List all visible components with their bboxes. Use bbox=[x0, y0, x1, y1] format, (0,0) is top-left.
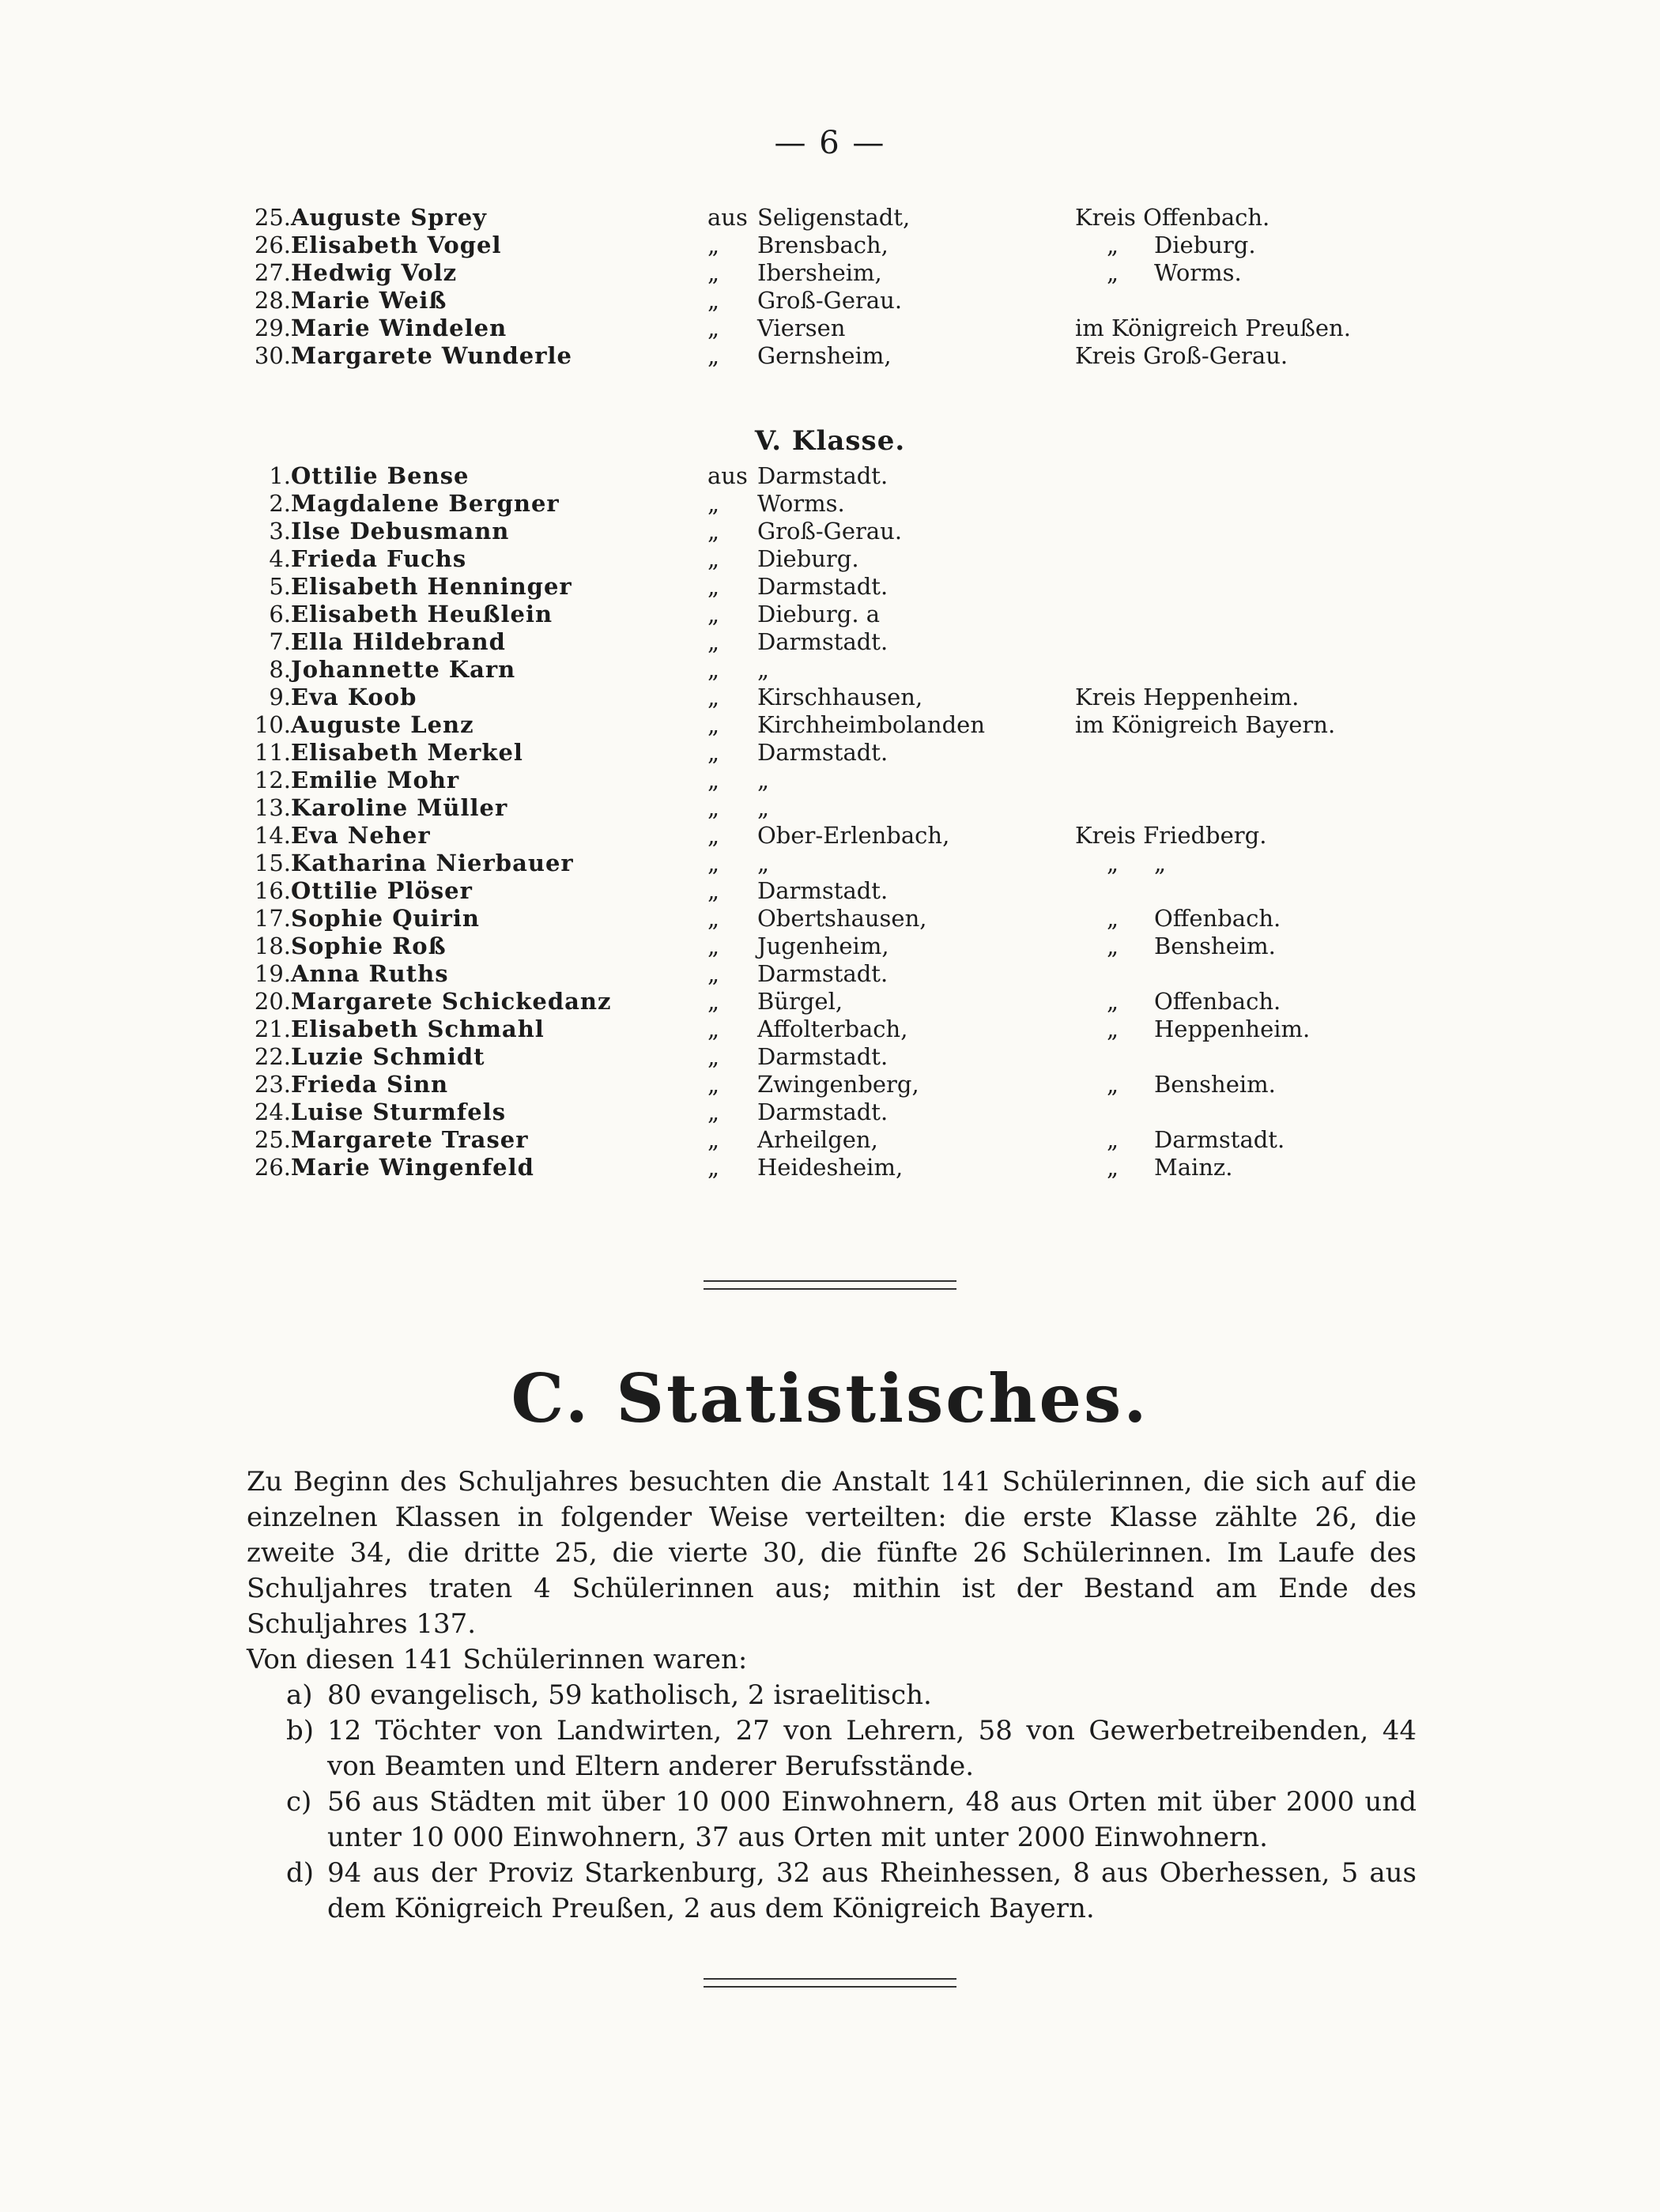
student-row bbox=[0, 822, 1660, 850]
class-v-student-list bbox=[0, 462, 1660, 1181]
origin-prefix: „ bbox=[707, 684, 720, 710]
student-row bbox=[0, 905, 1660, 933]
origin-town: Obertshausen, bbox=[757, 905, 927, 932]
student-row bbox=[0, 960, 1660, 988]
student-name: Ilse Debusmann bbox=[291, 518, 510, 545]
origin-town: Dieburg. a bbox=[757, 601, 881, 627]
student-row bbox=[0, 656, 1660, 684]
student-name: Elisabeth Heußlein bbox=[291, 601, 553, 627]
origin-prefix: „ bbox=[707, 287, 720, 314]
student-row bbox=[0, 1071, 1660, 1098]
origin-town: Worms. bbox=[757, 490, 845, 517]
origin-prefix: „ bbox=[707, 877, 720, 904]
origin-town: „ bbox=[757, 794, 770, 821]
origin-town: Brensbach, bbox=[757, 232, 888, 258]
district: Bensheim. bbox=[1154, 1071, 1276, 1098]
student-number: 7. bbox=[269, 628, 291, 655]
origin-town: Groß-Gerau. bbox=[757, 518, 903, 545]
student-name: Ottilie Plöser bbox=[291, 877, 473, 904]
origin-prefix: aus bbox=[707, 204, 748, 231]
district-ditto: „ bbox=[1107, 1154, 1119, 1181]
student-row bbox=[0, 315, 1660, 342]
student-number: 11. bbox=[254, 739, 291, 766]
origin-town: Darmstadt. bbox=[757, 877, 888, 904]
statistics-item bbox=[247, 1678, 1417, 1713]
student-name: Elisabeth Schmahl bbox=[291, 1016, 545, 1042]
student-number: 23. bbox=[254, 1071, 291, 1098]
student-number: 27. bbox=[254, 259, 291, 286]
origin-prefix: „ bbox=[707, 1098, 720, 1125]
origin-prefix: „ bbox=[707, 1126, 720, 1153]
origin-prefix: „ bbox=[707, 573, 720, 600]
statistics-item-label: b) bbox=[286, 1715, 315, 1747]
student-name: Auguste Lenz bbox=[291, 711, 474, 738]
student-row bbox=[0, 684, 1660, 711]
origin-prefix: „ bbox=[707, 933, 720, 959]
statistics-item-text: 80 evangelisch, 59 katholisch, 2 israelitisch. bbox=[327, 1679, 932, 1711]
origin-town: Seligenstadt, bbox=[757, 204, 911, 231]
student-name: Luzie Schmidt bbox=[291, 1043, 485, 1070]
origin-prefix: „ bbox=[707, 739, 720, 766]
student-number: 25. bbox=[254, 204, 291, 231]
origin-prefix: „ bbox=[707, 259, 720, 286]
student-name: Emilie Mohr bbox=[291, 767, 460, 793]
student-number: 16. bbox=[254, 877, 291, 904]
origin-town: „ bbox=[757, 850, 770, 876]
district: Bensheim. bbox=[1154, 933, 1276, 959]
district: „ bbox=[1154, 850, 1167, 876]
student-number: 12. bbox=[254, 767, 291, 793]
student-name: Frieda Sinn bbox=[291, 1071, 449, 1098]
student-number: 8. bbox=[269, 656, 291, 683]
student-row bbox=[0, 490, 1660, 518]
student-name: Marie Windelen bbox=[291, 315, 507, 341]
statistics-intro: Zu Beginn des Schuljahres besuchten die Anstalt 141 Schülerinnen, die sich auf die einzelnen Klassen in folgender Weise verteilten: die erste Klasse zählte 26, die zweite 34, die dritte 25, die vierte 30, die fünfte 26 Schülerinnen. Im Laufe des Schuljahres traten 4 Schülerinnen aus; mithin ist der Bestand am Ende des Schuljahres 137. bbox=[247, 1466, 1417, 1640]
student-name: Hedwig Volz bbox=[291, 259, 458, 286]
student-row bbox=[0, 877, 1660, 905]
student-row bbox=[0, 1016, 1660, 1043]
origin-prefix: „ bbox=[707, 1016, 720, 1042]
student-number: 19. bbox=[254, 960, 291, 987]
origin-town: Kirchheimbolanden bbox=[757, 711, 986, 738]
district: Worms. bbox=[1154, 259, 1242, 286]
statistics-item-text: 94 aus der Proviz Starkenburg, 32 aus Rheinhessen, 8 aus Oberhessen, 5 aus dem Königreich Preußen, 2 aus dem Königreich Bayern. bbox=[327, 1857, 1417, 1924]
class-v-heading: V. Klasse. bbox=[754, 425, 906, 457]
district: Kreis Heppenheim. bbox=[1075, 684, 1300, 710]
origin-town: Darmstadt. bbox=[757, 1043, 888, 1070]
origin-town: Ibersheim, bbox=[757, 259, 882, 286]
origin-town: Darmstadt. bbox=[757, 573, 888, 600]
student-row bbox=[0, 462, 1660, 490]
statistics-item-text: 12 Töchter von Landwirten, 27 von Lehrern, 58 von Gewerbetreibenden, 44 von Beamten und Eltern anderer Berufsstände. bbox=[327, 1715, 1417, 1782]
student-number: 9. bbox=[269, 684, 291, 710]
student-name: Margarete Schickedanz bbox=[291, 988, 612, 1015]
student-number: 20. bbox=[254, 988, 291, 1015]
statistics-item-label: a) bbox=[286, 1679, 313, 1711]
district: Mainz. bbox=[1154, 1154, 1233, 1181]
student-number: 1. bbox=[269, 462, 291, 489]
student-row bbox=[0, 259, 1660, 287]
origin-prefix: „ bbox=[707, 767, 720, 793]
student-name: Elisabeth Merkel bbox=[291, 739, 523, 766]
student-name: Eva Koob bbox=[291, 684, 417, 710]
section-divider bbox=[704, 1280, 956, 1290]
district-ditto: „ bbox=[1107, 1071, 1119, 1098]
statistics-item bbox=[247, 1856, 1417, 1927]
origin-prefix: „ bbox=[707, 960, 720, 987]
origin-prefix: „ bbox=[707, 905, 720, 932]
statistics-section bbox=[247, 1464, 1417, 1927]
continued-student-list bbox=[0, 204, 1660, 370]
district-ditto: „ bbox=[1107, 933, 1119, 959]
statistics-item-text: 56 aus Städten mit über 10 000 Einwohnern, 48 aus Orten mit über 2000 und unter 10 000 Einwohnern, 37 aus Orten mit unter 2000 Einwohnern. bbox=[327, 1786, 1417, 1853]
student-number: 21. bbox=[254, 1016, 291, 1042]
student-row bbox=[0, 342, 1660, 370]
origin-prefix: „ bbox=[707, 628, 720, 655]
district: Offenbach. bbox=[1154, 905, 1281, 932]
student-row bbox=[0, 988, 1660, 1016]
origin-prefix: „ bbox=[707, 1043, 720, 1070]
student-number: 10. bbox=[254, 711, 291, 738]
origin-town: Darmstadt. bbox=[757, 739, 888, 766]
origin-prefix: „ bbox=[707, 656, 720, 683]
district-ditto: „ bbox=[1107, 1126, 1119, 1153]
student-number: 4. bbox=[269, 545, 291, 572]
origin-town: „ bbox=[757, 656, 770, 683]
student-number: 22. bbox=[254, 1043, 291, 1070]
origin-prefix: „ bbox=[707, 711, 720, 738]
student-number: 29. bbox=[254, 315, 291, 341]
origin-town: Groß-Gerau. bbox=[757, 287, 903, 314]
student-number: 14. bbox=[254, 822, 291, 849]
student-row bbox=[0, 1126, 1660, 1154]
origin-prefix: „ bbox=[707, 794, 720, 821]
origin-town: Kirschhausen, bbox=[757, 684, 923, 710]
origin-prefix: „ bbox=[707, 315, 720, 341]
origin-prefix: „ bbox=[707, 1071, 720, 1098]
origin-prefix: „ bbox=[707, 342, 720, 369]
statistics-lead: Von diesen 141 Schülerinnen waren: bbox=[247, 1644, 748, 1675]
origin-town: Gernsheim, bbox=[757, 342, 892, 369]
student-name: Ottilie Bense bbox=[291, 462, 470, 489]
district: Offenbach. bbox=[1154, 988, 1281, 1015]
student-row bbox=[0, 711, 1660, 739]
student-name: Luise Sturmfels bbox=[291, 1098, 507, 1125]
origin-prefix: „ bbox=[707, 545, 720, 572]
origin-town: Viersen bbox=[757, 315, 846, 341]
student-row bbox=[0, 794, 1660, 822]
district-ditto: „ bbox=[1107, 1016, 1119, 1042]
student-row bbox=[0, 1098, 1660, 1126]
origin-prefix: „ bbox=[707, 822, 720, 849]
student-number: 24. bbox=[254, 1098, 291, 1125]
student-row bbox=[0, 628, 1660, 656]
student-number: 28. bbox=[254, 287, 291, 314]
origin-prefix: „ bbox=[707, 988, 720, 1015]
student-number: 5. bbox=[269, 573, 291, 600]
statistics-item bbox=[247, 1713, 1417, 1784]
student-row bbox=[0, 1043, 1660, 1071]
student-number: 26. bbox=[254, 232, 291, 258]
student-name: Elisabeth Vogel bbox=[291, 232, 502, 258]
origin-town: Affolterbach, bbox=[757, 1016, 908, 1042]
district: im Königreich Preußen. bbox=[1075, 315, 1351, 341]
student-number: 25. bbox=[254, 1126, 291, 1153]
origin-prefix: „ bbox=[707, 601, 720, 627]
origin-prefix: „ bbox=[707, 1154, 720, 1181]
student-name: Margarete Traser bbox=[291, 1126, 529, 1153]
student-name: Margarete Wunderle bbox=[291, 342, 572, 369]
student-row bbox=[0, 232, 1660, 259]
district: Kreis Groß-Gerau. bbox=[1075, 342, 1288, 369]
student-name: Karoline Müller bbox=[291, 794, 508, 821]
origin-prefix: aus bbox=[707, 462, 748, 489]
origin-prefix: „ bbox=[707, 850, 720, 876]
student-row bbox=[0, 573, 1660, 601]
district: Kreis Friedberg. bbox=[1075, 822, 1267, 849]
statistics-item bbox=[247, 1784, 1417, 1856]
section-divider bbox=[704, 1978, 956, 1988]
district-ditto: „ bbox=[1107, 905, 1119, 932]
student-number: 18. bbox=[254, 933, 291, 959]
student-number: 26. bbox=[254, 1154, 291, 1181]
student-number: 15. bbox=[254, 850, 291, 876]
student-row bbox=[0, 933, 1660, 960]
origin-prefix: „ bbox=[707, 232, 720, 258]
student-row bbox=[0, 287, 1660, 315]
origin-prefix: „ bbox=[707, 490, 720, 517]
student-row bbox=[0, 1154, 1660, 1181]
district: Kreis Offenbach. bbox=[1075, 204, 1270, 231]
student-name: Auguste Sprey bbox=[291, 204, 488, 231]
district-ditto: „ bbox=[1107, 850, 1119, 876]
origin-town: Zwingenberg, bbox=[757, 1071, 919, 1098]
student-number: 17. bbox=[254, 905, 291, 932]
origin-town: Ober-Erlenbach, bbox=[757, 822, 950, 849]
origin-town: Heidesheim, bbox=[757, 1154, 904, 1181]
student-row bbox=[0, 739, 1660, 767]
origin-town: Bürgel, bbox=[757, 988, 843, 1015]
student-row bbox=[0, 204, 1660, 232]
district: Darmstadt. bbox=[1154, 1126, 1285, 1153]
origin-town: Dieburg. bbox=[757, 545, 859, 572]
student-row bbox=[0, 545, 1660, 573]
student-number: 3. bbox=[269, 518, 291, 545]
district-ditto: „ bbox=[1107, 232, 1119, 258]
district: Dieburg. bbox=[1154, 232, 1256, 258]
district-ditto: „ bbox=[1107, 259, 1119, 286]
statistics-items bbox=[247, 1678, 1417, 1927]
student-name: Eva Neher bbox=[291, 822, 431, 849]
student-name: Magdalene Bergner bbox=[291, 490, 560, 517]
district: im Königreich Bayern. bbox=[1075, 711, 1336, 738]
district-ditto: „ bbox=[1107, 988, 1119, 1015]
origin-prefix: „ bbox=[707, 518, 720, 545]
statistics-heading: C. Statistisches. bbox=[511, 1359, 1149, 1438]
student-name: Elisabeth Henninger bbox=[291, 573, 572, 600]
student-name: Marie Weiß bbox=[291, 287, 447, 314]
student-number: 30. bbox=[254, 342, 291, 369]
page-number: — 6 — bbox=[774, 125, 886, 161]
student-name: Sophie Roß bbox=[291, 933, 447, 959]
origin-town: Jugenheim, bbox=[757, 933, 889, 959]
student-name: Sophie Quirin bbox=[291, 905, 480, 932]
statistics-item-label: d) bbox=[286, 1857, 315, 1889]
student-name: Katharina Nierbauer bbox=[291, 850, 574, 876]
student-number: 6. bbox=[269, 601, 291, 627]
student-row bbox=[0, 518, 1660, 545]
student-name: Ella Hildebrand bbox=[291, 628, 506, 655]
origin-town: Darmstadt. bbox=[757, 628, 888, 655]
origin-town: Darmstadt. bbox=[757, 1098, 888, 1125]
district: Heppenheim. bbox=[1154, 1016, 1311, 1042]
student-number: 13. bbox=[254, 794, 291, 821]
student-name: Johannette Karn bbox=[291, 656, 516, 683]
student-name: Marie Wingenfeld bbox=[291, 1154, 534, 1181]
origin-town: Darmstadt. bbox=[757, 462, 888, 489]
student-name: Anna Ruths bbox=[291, 960, 449, 987]
student-row bbox=[0, 601, 1660, 628]
student-name: Frieda Fuchs bbox=[291, 545, 467, 572]
student-row bbox=[0, 767, 1660, 794]
origin-town: Arheilgen, bbox=[757, 1126, 878, 1153]
origin-town: Darmstadt. bbox=[757, 960, 888, 987]
statistics-item-label: c) bbox=[286, 1786, 312, 1818]
student-number: 2. bbox=[269, 490, 291, 517]
origin-town: „ bbox=[757, 767, 770, 793]
student-row bbox=[0, 850, 1660, 877]
